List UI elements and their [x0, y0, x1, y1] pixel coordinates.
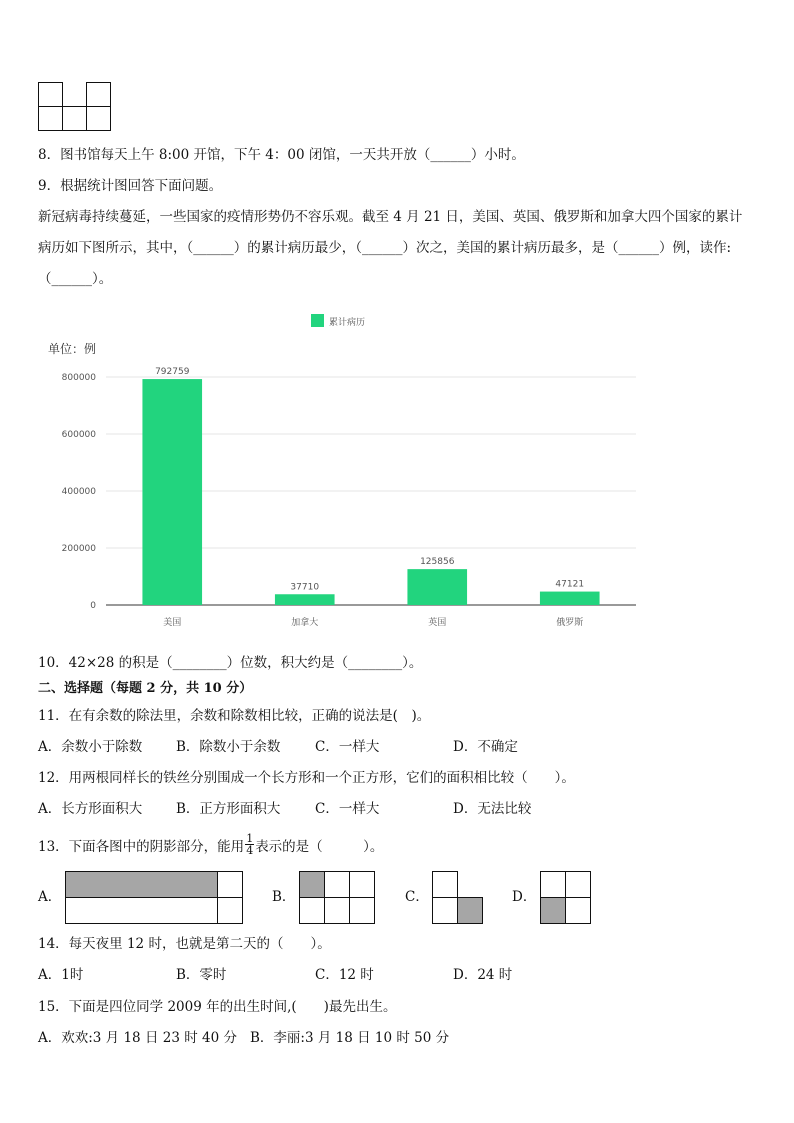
y-tick-label: 600000: [61, 430, 96, 440]
figure-cell: [432, 871, 458, 898]
unit-label: 单位：例: [48, 342, 97, 356]
y-tick-label: 400000: [61, 487, 96, 497]
y-tick-label: 800000: [61, 373, 96, 383]
top-grid-cell: [86, 106, 111, 131]
question-8: 8．图书馆每天上午 8:00 开馆，下午 4：00 闭馆，一天共开放（______）小时。: [38, 147, 525, 163]
q13-option-b-label[interactable]: B．: [272, 889, 296, 905]
q13-figure-c[interactable]: [432, 871, 483, 924]
q11-option-b[interactable]: B．除数小于余数: [176, 739, 281, 755]
bar-chart: [36, 305, 656, 635]
section-2-title: 二、选择题（每题 2 分，共 10 分）: [38, 681, 253, 696]
top-grid-cell: [38, 82, 63, 107]
figure-cell: [565, 897, 591, 924]
question-13-text-before: 13．下面各图中的阴影部分，能用: [38, 839, 245, 855]
question-13: [38, 832, 384, 859]
question-9-paragraph-3: （______）。: [38, 271, 113, 287]
bar-data-label: 37710: [290, 582, 320, 593]
figure-cell: [432, 897, 458, 924]
question-15: 15．下面是四位同学 2009 年的出生时间,( )最先出生。: [38, 999, 397, 1015]
figure-cell: [540, 871, 566, 898]
question-12: 12．用两根同样长的铁丝分别围成一个长方形和一个正方形，它们的面积相比较（ ）。: [38, 770, 575, 786]
figure-cell: [65, 897, 218, 924]
bar-1: [142, 379, 202, 605]
q12-option-c[interactable]: C．一样大: [315, 801, 380, 817]
question-13-text-after: 表示的是（ ）。: [255, 839, 384, 855]
q14-option-d[interactable]: D．24 时: [453, 967, 513, 983]
q14-option-b[interactable]: B．零时: [176, 967, 227, 983]
q12-option-b[interactable]: B．正方形面积大: [176, 801, 281, 817]
q14-option-a[interactable]: A．1时: [38, 967, 84, 983]
q13-option-c-label[interactable]: C．: [405, 889, 429, 905]
q15-option-b[interactable]: B．李丽:3 月 18 日 10 时 50 分: [250, 1030, 450, 1046]
question-9-paragraph-1: 新冠病毒持续蔓延，一些国家的疫情形势仍不容乐观。截至 4 月 21 日，美国、英国、俄罗斯和加拿大四个国家的累计: [38, 209, 743, 225]
bar-2: [275, 594, 335, 605]
figure-cell-shaded: [457, 897, 483, 924]
question-9-title: 9．根据统计图回答下面问题。: [38, 178, 223, 194]
figure-cell-shaded: [540, 897, 566, 924]
q11-option-c[interactable]: C．一样大: [315, 739, 380, 755]
q11-option-a[interactable]: A．余数小于除数: [38, 739, 143, 755]
fraction-denominator: 4: [246, 844, 254, 857]
top-grid-cell: [38, 106, 63, 131]
legend-swatch: [311, 314, 324, 327]
q11-option-d[interactable]: D．不确定: [453, 739, 518, 755]
q13-figure-a[interactable]: [65, 871, 243, 924]
figure-cell: [299, 897, 325, 924]
top-grid-cell: [86, 82, 111, 107]
x-tick-label: 俄罗斯: [556, 618, 584, 628]
figure-cell-shaded: [299, 871, 325, 898]
bar-data-label: 792759: [155, 367, 190, 378]
q13-figure-d[interactable]: [540, 871, 591, 924]
bar-4: [540, 592, 600, 605]
figure-cell: [217, 897, 243, 924]
bar-3: [407, 569, 467, 605]
figure-cell: [324, 897, 350, 924]
x-tick-label: 美国: [163, 618, 182, 628]
question-9-paragraph-2: 病历如下图所示，其中，（______）的累计病历最少，（______）次之，美国的累计病历最多，是（______）例，读作:: [38, 240, 732, 256]
question-11: 11．在有余数的除法里，余数和除数相比较，正确的说法是( )。: [38, 708, 431, 724]
figure-cell: [349, 871, 375, 898]
bar-data-label: 47121: [555, 579, 585, 590]
top-grid-figure: [38, 82, 112, 132]
y-tick-label: 200000: [61, 544, 96, 554]
question-14: 14．每天夜里 12 时，也就是第二天的（ ）。: [38, 936, 331, 952]
figure-cell: [324, 871, 350, 898]
y-tick-label: 0: [90, 601, 96, 611]
q13-option-a-label[interactable]: A．: [38, 889, 62, 905]
question-10: 10．42×28 的积是（________）位数，积大约是（________）。: [38, 655, 423, 671]
bar-data-label: 125856: [420, 557, 455, 568]
figure-cell: [565, 871, 591, 898]
fraction-numerator: 1: [246, 832, 254, 845]
figure-cell: [217, 871, 243, 898]
q13-figure-b[interactable]: [299, 871, 375, 924]
top-grid-cell: [62, 106, 87, 131]
q12-option-d[interactable]: D．无法比较: [453, 801, 532, 817]
x-tick-label: 加拿大: [291, 618, 319, 628]
q13-option-d-label[interactable]: D．: [512, 889, 537, 905]
q14-option-c[interactable]: C．12 时: [315, 967, 374, 983]
legend-label: 累计病历: [329, 318, 366, 328]
figure-cell: [349, 897, 375, 924]
bar-chart-svg: [36, 305, 656, 635]
q15-option-a[interactable]: A．欢欢:3 月 18 日 23 时 40 分: [38, 1030, 237, 1046]
q12-option-a[interactable]: A．长方形面积大: [38, 801, 143, 817]
x-tick-label: 英国: [428, 618, 447, 628]
figure-cell-shaded: [65, 871, 218, 898]
fraction-one-quarter: [245, 833, 254, 856]
